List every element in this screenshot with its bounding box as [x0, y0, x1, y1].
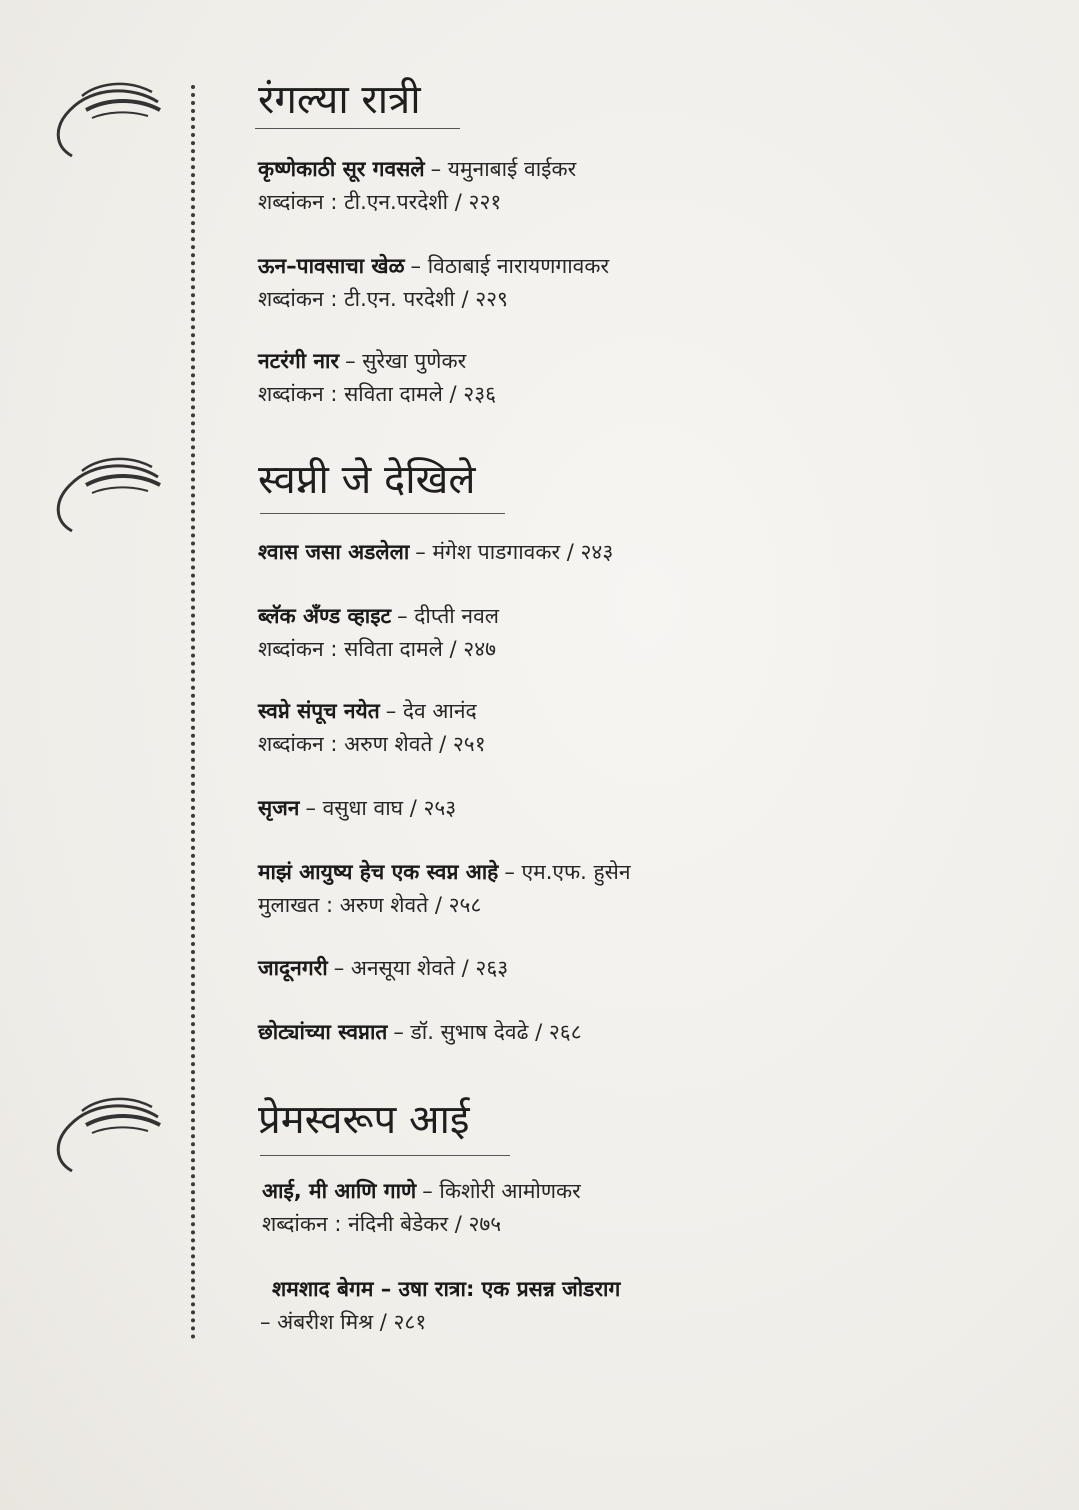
- toc-entry: [258, 952, 508, 985]
- entry-title: आई, मी आणि गाणे: [262, 1179, 417, 1203]
- entry-title: कृष्णेकाठी सूर गवसले: [258, 157, 425, 181]
- toc-entry: [258, 792, 456, 825]
- entry-author: – एम.एफ. हुसेन: [504, 860, 631, 884]
- entry-credit: शब्दांकन : सविता दामले / २४७: [258, 637, 497, 661]
- entry-author: – सुरेखा पुणेकर: [345, 349, 467, 373]
- toc-entry: [258, 153, 576, 219]
- heading-underline: [260, 513, 505, 514]
- heading-underline: [255, 128, 460, 129]
- toc-entry: [258, 695, 486, 761]
- entry-title: जादूनगरी: [258, 956, 328, 980]
- entry-credit: शब्दांकन : अरुण शेवते / २५१: [258, 732, 486, 756]
- entry-title: स्वप्ने संपूच नयेत: [258, 699, 380, 723]
- entry-author: – मंगेश पाडगावकर / २४३: [415, 540, 614, 564]
- toc-entry: [260, 1273, 626, 1339]
- entry-title: सृजन: [258, 796, 300, 820]
- toc-entry: [258, 600, 499, 666]
- section-heading: प्रेमस्वरूप आई: [258, 1097, 470, 1143]
- entry-author: – डॉ. सुभाष देवढे / २६८: [393, 1020, 582, 1044]
- toc-entry: [258, 1016, 582, 1049]
- entry-credit: शब्दांकन : टी.एन.परदेशी / २२१: [258, 190, 502, 214]
- toc-entry: [258, 250, 609, 316]
- toc-entry: [262, 1175, 581, 1241]
- entry-author: – यमुनाबाई वाईकर: [430, 157, 577, 181]
- entry-credit: शब्दांकन : नंदिनी बेडेकर / २७५: [262, 1212, 502, 1236]
- entry-author: – किशोरी आमोणकर: [422, 1179, 581, 1203]
- section-heading: रंगल्या रात्री: [258, 77, 421, 123]
- entry-credit: शब्दांकन : सविता दामले / २३६: [258, 382, 497, 406]
- entry-credit: मुलाखत : अरुण शेवते / २५८: [258, 893, 482, 917]
- entry-title: नटरंगी नार: [258, 349, 340, 373]
- entry-title: छोट्यांच्या स्वप्नात: [258, 1020, 388, 1044]
- entry-title: माझं आयुष्य हेच एक स्वप्न आहे: [258, 860, 499, 884]
- swirl-flourish-icon: [48, 80, 163, 165]
- entry-author: – दीप्ती नवल: [397, 604, 499, 628]
- dotted-margin-line: [191, 85, 195, 1340]
- toc-entry: [258, 856, 631, 922]
- heading-underline: [260, 1155, 510, 1156]
- entry-author: – देव आनंद: [385, 699, 477, 723]
- toc-entry: [258, 345, 496, 411]
- entry-title: शमशाद बेगम – उषा रात्रा: एक प्रसन्न जोडराग: [272, 1277, 621, 1301]
- section-heading: स्वप्नी जे देखिले: [258, 457, 476, 503]
- entry-credit: – अंबरीश मिश्र / २८१: [260, 1310, 427, 1334]
- entry-author: – वसुधा वाघ / २५३: [305, 796, 457, 820]
- entry-title: ऊन–पावसाचा खेळ: [258, 254, 405, 278]
- entry-title: श्वास जसा अडलेला: [258, 540, 410, 564]
- entry-author: – अनसूया शेवते / २६३: [333, 956, 509, 980]
- swirl-flourish-icon: [48, 455, 163, 540]
- swirl-flourish-icon: [48, 1095, 163, 1180]
- entry-title: ब्लॅक अँण्ड व्हाइट: [258, 604, 392, 628]
- entry-credit: शब्दांकन : टी.एन. परदेशी / २२९: [258, 287, 508, 311]
- toc-entry: [258, 536, 613, 569]
- entry-author: – विठाबाई नारायणगावकर: [410, 254, 610, 278]
